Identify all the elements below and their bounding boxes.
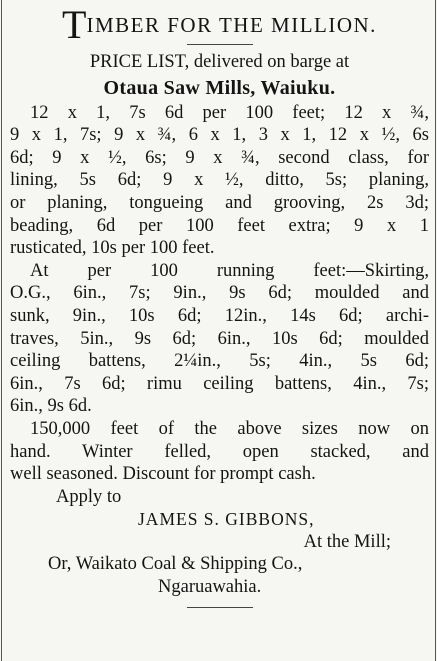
text-line: O.G., 6in., 7s; 9in., 9s 6d; moulded and — [10, 283, 429, 304]
text-line: sunk, 9in., 10s 6d; 12in., 14s 6d; archi- — [10, 305, 429, 326]
text-line: 6in., 7s 6d; rimu ceiling battens, 4in., 7s; — [10, 373, 429, 394]
text-line: hand. Winter felled, open stacked, and — [10, 441, 429, 462]
text-line: rusticated, 10s per 100 feet. — [10, 238, 215, 259]
heading-divider — [187, 44, 253, 45]
advert-heading — [10, 2, 429, 47]
bottom-divider — [187, 607, 253, 608]
heading-drop-cap: T — [62, 2, 87, 47]
text-line: 9 x 1, 7s; 9 x ¾, 6 x 1, 3 x 1, 12 x ½, 6s — [10, 125, 429, 146]
text-line: traves, 5in., 9s 6d; 6in., 10s 6d; moulded — [10, 328, 429, 349]
stock-paragraph — [10, 418, 429, 486]
text-line: 12 x 1, 7s 6d per 100 feet; 12 x ¾, — [30, 102, 429, 123]
alt-town: Ngaruawahia. — [158, 577, 262, 598]
column-rule-left — [1, 0, 2, 661]
heading-text: IMBER FOR THE MILLION. — [86, 13, 377, 37]
text-line: or planing, tongueing and grooving, 2s 3d; — [10, 192, 429, 213]
contact-name: JAMES S. GIBBONS, — [138, 509, 315, 530]
text-line: 6d; 9 x ½, 6s; 9 x ¾, second class, for — [10, 147, 429, 168]
text-line: At per 100 running feet:—Skirting, — [30, 260, 429, 281]
text-line: lining, 5s 6d; 9 x ½, ditto, 5s; planing, — [10, 170, 429, 191]
apply-to: Apply to — [56, 486, 122, 507]
mill-name: Otaua Saw Mills, Waiuku. — [103, 76, 336, 99]
text-line: ceiling battens, 2¼in., 5s; 4in., 5s 6d; — [10, 351, 429, 372]
prices-paragraph — [10, 102, 429, 260]
text-line: beading, 6d per 100 feet extra; 9 x 1 — [10, 215, 429, 236]
text-line: well seasoned. Discount for prompt cash. — [10, 464, 316, 485]
running-feet-paragraph — [10, 260, 429, 418]
alt-contact: Or, Waikato Coal & Shipping Co., — [48, 554, 303, 575]
column-rule-right — [435, 0, 436, 661]
text-line: 6in., 9s 6d. — [10, 396, 92, 417]
text-line: 150,000 feet of the above sizes now on — [30, 418, 429, 439]
price-list-line: PRICE LIST, delivered on barge at — [89, 52, 350, 72]
contact-place: At the Mill; — [303, 531, 391, 552]
